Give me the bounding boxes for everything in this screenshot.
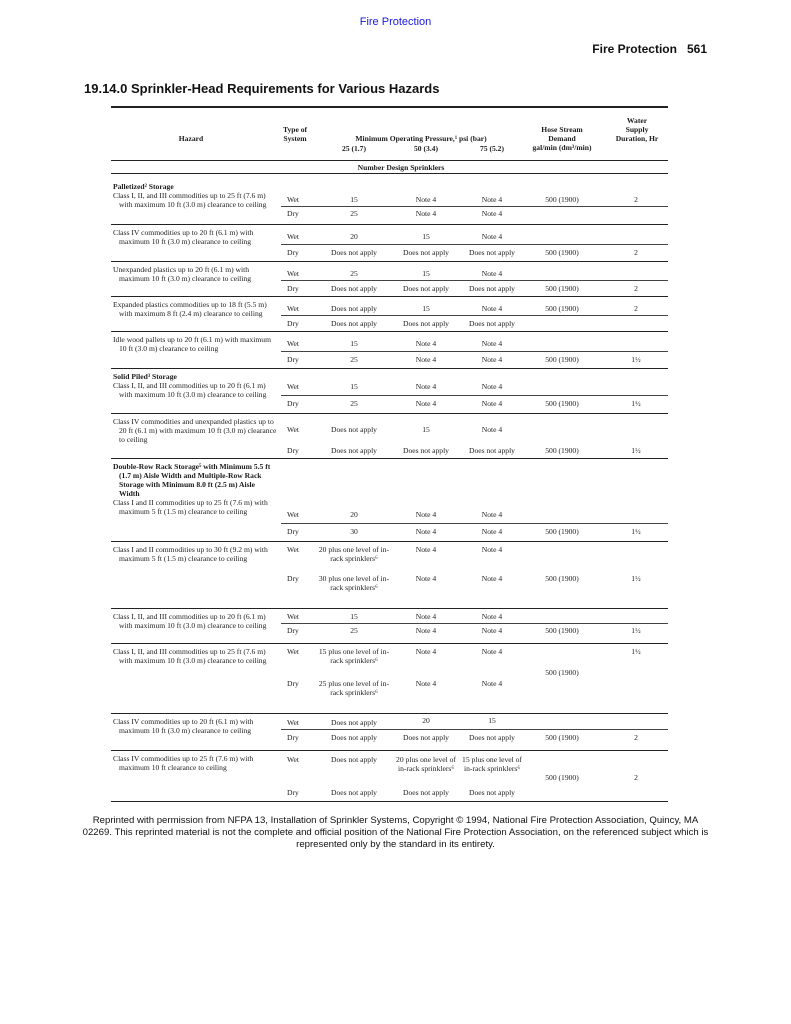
solid-title: Solid Piled³ Storage [113,372,177,381]
header-pressure: Minimum Operating Pressure,¹ psi (bar) [355,134,487,143]
palletized-row-1: Palletized² Storage Class I, II, and III commodities up to 25 ft (7.6 m) with maximum 10 ft (3.0 m) clearance to ceiling Wet 15 Note 4 Note 4 500 (1900) 2 Dry 25 Note 4 Note 4 [111,174,668,225]
solid-row-2: Class IV commodities and unexpanded plastics up to 20 ft (6.1 m) with maximum 10 ft (3.0 m) clearance to ceiling Wet Does not apply 15 Note 4 Dry Does not apply Does not apply Does not apply 500 (1900) 1½ [111,414,668,459]
palletized-row-3: Unexpanded plastics up to 20 ft (6.1 m) with maximum 10 ft (3.0 m) clearance to ceiling Wet 25 15 Note 4 Dry Does not apply Does not apply Does not apply 500 (1900) 2 [111,262,668,297]
header-type: Type of System [282,125,308,143]
header-p75: 75 (5.2) [479,144,505,153]
palletized-row-4: Expanded plastics commodities up to 18 ft (5.5 m) with maximum 8 ft (2.4 m) clearance to ceiling Wet Does not apply 15 Note 4 500 (1900) 2 Dry Does not apply Does not apply Does not apply [111,297,668,332]
palletized-row-5: Idle wood pallets up to 20 ft (6.1 m) with maximum 10 ft (3.0 m) clearance to ceiling Wet 15 Note 4 Note 4 Dry 25 Note 4 Note 4 500 (1900) 1½ [111,332,668,369]
reprint-footnote: Reprinted with permission from NFPA 13, Installation of Sprinkler Systems, Copyright © 1994, National Fire Protection Association, Quincy, MA 02269. This reprinted material is not the complete and official position of the National Fire Protection Association, on the referenced subject which is represented only by the standard in its entirety. [82,815,709,850]
header-hazard: Hazard [178,134,204,143]
solid-row-1: Solid Piled³ Storage Class I, II, and III commodities up to 20 ft (6.1 m) with maximum 10 ft (3.0 m) clearance to ceiling Wet 15 Note 4 Note 4 Dry 25 Note 4 Note 4 500 (1900) 1½ [111,369,668,414]
rack-title: Double-Row Rack Storage⁵ with Minimum 5.5 ft (1.7 m) Aisle Width and Multiple-Row Rack Storage with Minimum 8.0 ft (2.5 m) Aisle Width [113,462,271,498]
table-header [111,112,668,161]
page-number: 561 [686,42,707,56]
rack-row-2: Class I and II commodities up to 30 ft (9.2 m) with maximum 5 ft (1.5 m) clearance to ceiling Wet 20 plus one level of in-rack sprinklers⁶ Note 4 Note 4 Dry 30 plus one level of in-rack sprinklers⁶ Note 4 Note 4 500 (1900) 1½ [111,542,668,609]
section-title: 19.14.0 Sprinkler-Head Requirements for Various Hazards [84,81,440,96]
rack-row-3: Class I, II, and III commodities up to 20 ft (6.1 m) with maximum 10 ft (3.0 m) clearance to ceiling Wet 15 Note 4 Note 4 Dry 25 Note 4 Note 4 500 (1900) 1½ [111,609,668,644]
header-hose: Hose Stream Demand gal/min (dm³/min) [532,125,592,152]
palletized-row-2: Class IV commodities up to 20 ft (6.1 m) with maximum 10 ft (3.0 m) clearance to ceiling Wet 20 15 Note 4 Dry Does not apply Does not apply Does not apply 500 (1900) 2 [111,225,668,262]
rack-row-5: Class IV commodities up to 20 ft (6.1 m) with maximum 10 ft (3.0 m) clearance to ceiling Wet Does not apply 20 15 Dry Does not apply Does not apply Does not apply 500 (1900) 2 [111,714,668,751]
running-head [592,42,707,56]
header-p25: 25 (1.7) [341,144,367,153]
running-head-title: Fire Protection [592,42,677,56]
top-fire-protection-link[interactable]: Fire Protection [359,16,432,28]
rack-row-6: Class IV commodities up to 25 ft (7.6 m) with maximum 10 ft clearance to ceiling Wet Does not apply 20 plus one level of in-rack sprinklers⁶ 15 plus one level of in-rack sprinklers⁶ 500 (1900) 2 Dry Does not apply Does not apply Does not apply [111,751,668,802]
rack-row-4: Class I, II, and III commodities up to 25 ft (7.6 m) with maximum 10 ft (3.0 m) clearance to ceiling Wet 15 plus one level of in-rack sprinklers⁶ Note 4 Note 4 1½ 500 (1900) Dry 25 plus one level of in-rack sprinklers⁶ Note 4 Note 4 [111,644,668,714]
header-water: Water Supply Duration, Hr [615,116,659,143]
table-top-rule [111,106,668,108]
rack-row-1: Double-Row Rack Storage⁵ with Minimum 5.5 ft (1.7 m) Aisle Width and Multiple-Row Rack Storage with Minimum 8.0 ft (2.5 m) Aisle Width Class I and II commodities up to 25 ft (7.6 m) with maximum 5 ft (1.5 m) clearance to ceiling Wet 20 Note 4 Note 4 Dry 30 Note 4 Note 4 500 (1900) 1½ [111,459,668,542]
header-p50: 50 (3.4) [413,144,439,153]
palletized-title: Palletized² Storage [113,182,174,191]
sprinkler-requirements-table [111,106,668,802]
design-sprinklers-band: Number Design Sprinklers [111,161,668,174]
